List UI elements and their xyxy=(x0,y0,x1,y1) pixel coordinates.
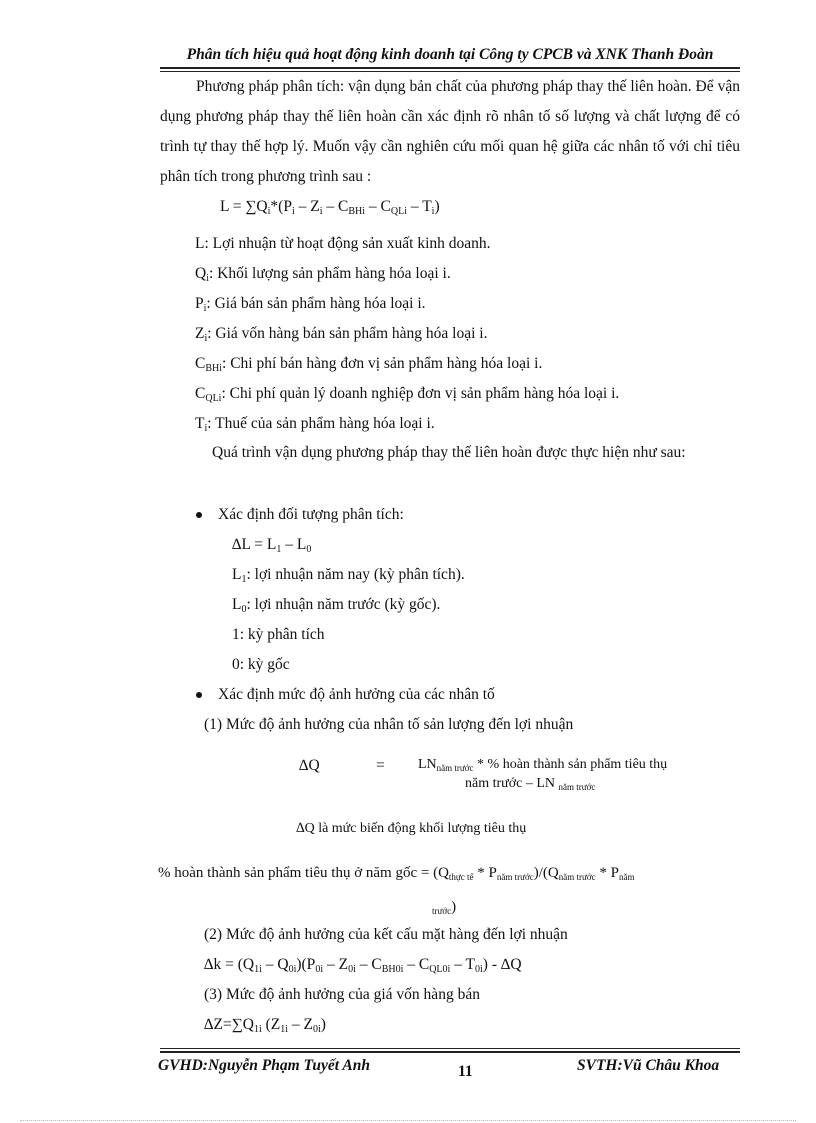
page-bottom-divider xyxy=(20,1120,796,1121)
delta-Z-formula: $\Delta Z=\sum Q_{1i}$ $(Z_{1i} - Z_{0i})$ xyxy=(204,1016,326,1035)
delta-Q-lhs: ∆Q xyxy=(299,757,320,774)
definition-T: $T_i$: Thuế của sản phẩm hàng hóa loại i. xyxy=(195,415,435,434)
item1-heading: (1) Mức độ ảnh hưởng của nhân tố sản lượng đến lợi nhuận xyxy=(204,716,574,733)
definition-L: L: Lợi nhuận từ hoạt động sản xuất kinh doanh. xyxy=(195,235,491,252)
definition-P: $P_i$: Giá bán sản phẩm hàng hóa loại i. xyxy=(195,295,426,314)
page-header-title: Phân tích hiệu quả hoạt động kinh doanh tại Công ty CPCB và XNK Thanh Đoàn xyxy=(186,46,714,63)
footer-rule-thin xyxy=(160,1048,740,1049)
header-rule xyxy=(160,67,740,69)
footer-rule xyxy=(160,1051,740,1053)
main-formula: $L = \sum Q_i*(P_i - Z_i - C_{BHi} - C_{QLi} - T_i)$ xyxy=(220,198,440,217)
period-one: 1: kỳ phân tích xyxy=(232,626,325,643)
item2-heading: (2) Mức độ ảnh hưởng của kết cấu mặt hàng đến lợi nhuận xyxy=(204,926,568,943)
bullet-dot xyxy=(196,512,202,518)
definition-Z: $Z_i$: Giá vốn hàng bán sản phẩm hàng hóa loại i. xyxy=(195,325,488,344)
definition-CBH: $C_{BHi}$: Chi phí bán hàng đơn vị sản phẩm hàng hóa loại i. xyxy=(195,355,543,374)
footer-supervisor: GVHD:Nguyễn Phạm Tuyết Anh xyxy=(158,1057,370,1074)
item3-heading: (3) Mức độ ảnh hưởng của giá vốn hàng bán xyxy=(204,986,480,1003)
definition-Q: $Q_i$: Khối lượng sản phẩm hàng hóa loại i. xyxy=(195,265,451,284)
bullet-dot xyxy=(196,692,202,698)
percent-completion-formula-cont: $_{trước}$) xyxy=(432,899,457,916)
bullet2-title: Xác định mức độ ảnh hưởng của các nhân tố xyxy=(218,686,495,703)
process-paragraph: Quá trình vận dụng phương pháp thay thế liên hoàn được thực hiện như sau: xyxy=(212,444,686,461)
period-zero: 0: kỳ gốc xyxy=(232,656,290,673)
delta-k-formula: $\Delta k = (Q_{1i} - Q_{0i})(P_{0i} - Z_{0i} - C_{BH0i} - C_{QL0i} - T_{0i}) - \Delta Q$ xyxy=(204,956,522,975)
delta-L-formula: $\Delta L = L_1 - L_0$ xyxy=(232,536,312,555)
percent-completion-formula: % hoàn thành sản phẩm tiêu thụ ở năm gốc = $(Q_{thực tế} * P_{năm trước})/(Q_{năm trước} * P_{năm}$ xyxy=(158,865,635,882)
L0-definition: $L_0$: lợi nhuận năm trước (kỳ gốc). xyxy=(232,596,441,615)
delta-Q-rhs-line1: $LN_{năm trước}$ * % hoàn thành sản phẩm tiêu thụ xyxy=(418,757,668,773)
delta-Q-equals: = xyxy=(376,757,385,774)
L1-definition: $L_1$: lợi nhuận năm nay (kỳ phân tích). xyxy=(232,566,465,585)
definition-CQL: $C_{QLi}$: Chi phí quản lý doanh nghiệp đơn vị sản phẩm hàng hóa loại i. xyxy=(195,385,620,404)
delta-Q-note: ∆Q là mức biến động khối lượng tiêu thụ xyxy=(296,821,527,836)
delta-Q-rhs-line2: năm trước – LN $_{năm trước}$ xyxy=(465,776,596,792)
page-number: 11 xyxy=(458,1063,473,1080)
footer-student: SVTH:Vũ Châu Khoa xyxy=(577,1057,720,1074)
intro-paragraph: Phương pháp phân tích: vận dụng bản chất của phương pháp thay thế liên hoàn. Để vận dụng phương pháp thay thế liên hoàn cần xác định rõ nhân tố số lượng và chất lượng để có trình tự thay thế hợp lý. Muốn vậy cần nghiên cứu mối quan hệ giữa các nhân tố với chỉ tiêu phân tích trong phương trình sau : xyxy=(160,78,740,185)
bullet1-title: Xác định đối tượng phân tích: xyxy=(218,506,404,523)
